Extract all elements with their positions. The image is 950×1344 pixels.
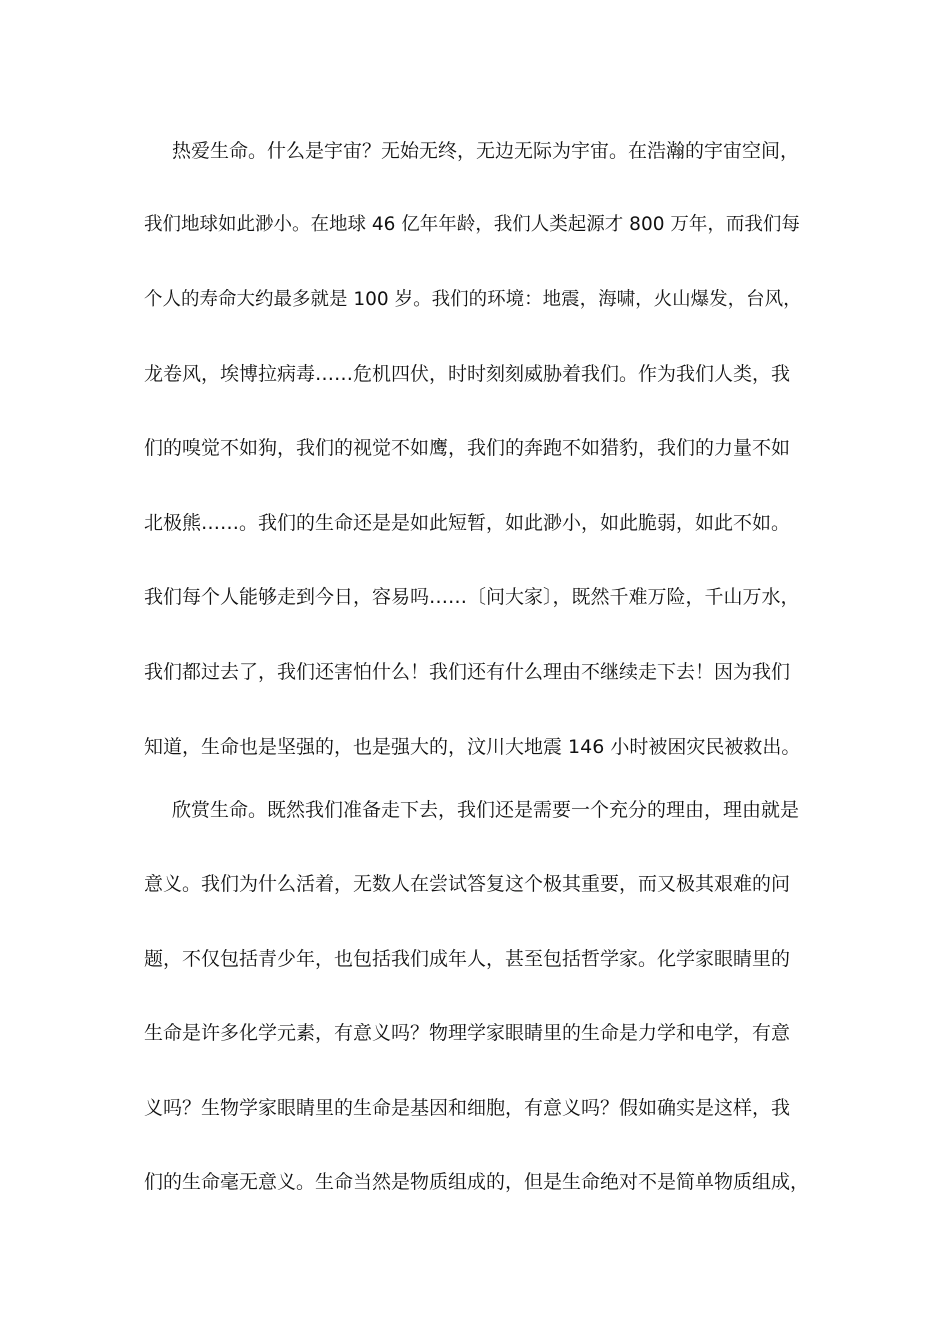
text-line: 个人的寿命大约最多就是 100 岁。我们的环境：地震，海啸，火山爆发，台风， — [144, 289, 802, 310]
text-line: 题，不仅包括青少年，也包括我们成年人，甚至包括哲学家。化学家眼睛里的 — [144, 948, 791, 970]
text-line: 欣赏生命。既然我们准备走下去，我们还是需要一个充分的理由，理由就是 — [172, 799, 800, 821]
text-line: 热爱生命。什么是宇宙？无始无终，无边无际为宇宙。在浩瀚的宇宙空间， — [172, 140, 800, 162]
text-line: 们的生命毫无意义。生命当然是物质组成的，但是生命绝对不是简单物质组成， — [144, 1171, 810, 1193]
text-line: 知道，生命也是坚强的，也是强大的，汶川大地震 146 小时被困灾民被救出。 — [144, 736, 801, 758]
text-line: 我们每个人能够走到今日，容易吗……〔问大家〕，既然千难万险，千山万水， — [144, 586, 800, 608]
text-line: 我们都过去了，我们还害怕什么！我们还有什么理由不继续走下去！因为我们 — [144, 661, 791, 683]
text-line: 生命是许多化学元素，有意义吗？物理学家眼睛里的生命是力学和电学，有意 — [144, 1022, 791, 1044]
text-line: 我们地球如此渺小。在地球 46 亿年年龄，我们人类起源才 800 万年，而我们每 — [144, 214, 800, 235]
text-line: 义吗？生物学家眼睛里的生命是基因和细胞，有意义吗？假如确实是这样，我 — [144, 1097, 791, 1119]
text-line: 意义。我们为什么活着，无数人在尝试答复这个极其重要，而又极其艰难的问 — [144, 873, 791, 895]
text-line: 龙卷风，埃博拉病毒……危机四伏，时时刻刻威胁着我们。作为我们人类，我 — [144, 363, 791, 385]
text-line: 们的嗅觉不如狗，我们的视觉不如鹰，我们的奔跑不如猎豹，我们的力量不如 — [144, 437, 791, 459]
text-line: 北极熊……。我们的生命还是是如此短暂，如此渺小，如此脆弱，如此不如。 — [144, 512, 791, 534]
